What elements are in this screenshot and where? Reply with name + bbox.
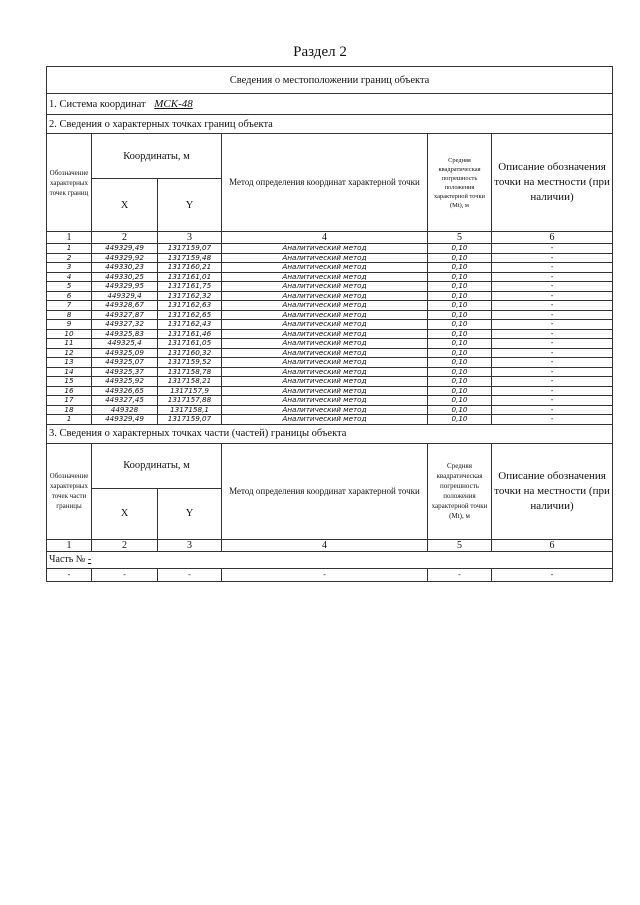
table-cell: -: [492, 396, 613, 406]
column-number: 5: [428, 232, 492, 244]
table-row: [47, 339, 613, 349]
parts-col-y-header: Y: [158, 488, 222, 539]
table-cell: -: [492, 263, 613, 273]
table-cell: 0,10: [428, 244, 492, 254]
table-title: Сведения о местоположении границ объекта: [47, 67, 613, 94]
table-cell: 1317162,43: [158, 320, 222, 330]
table-cell: 4: [47, 272, 92, 282]
table-row: [47, 396, 613, 406]
table-cell: 0,10: [428, 282, 492, 292]
table-cell: 7: [47, 301, 92, 311]
table-cell: 449327,45: [92, 396, 158, 406]
table-cell: Аналитический метод: [222, 244, 428, 254]
table-cell: -: [47, 568, 92, 581]
table-cell: 16: [47, 386, 92, 396]
parts-col-method-header: Метод определения координат характерной точки: [222, 443, 428, 539]
parts-col-error-header: Средняя квадратическая погрешность положения характерной точки (Mt), м: [428, 443, 492, 539]
col-designation-header: Обозначение характерных точек границ: [47, 134, 92, 232]
table-row: [47, 329, 613, 339]
table-cell: -: [92, 568, 158, 581]
table-cell: 449325,07: [92, 358, 158, 368]
table-cell: 1317162,32: [158, 291, 222, 301]
table-cell: -: [492, 272, 613, 282]
table-cell: 1317158,1: [158, 405, 222, 415]
col-method-header: Метод определения координат характерной точки: [222, 134, 428, 232]
table-cell: Аналитический метод: [222, 396, 428, 406]
table-cell: 1317161,46: [158, 329, 222, 339]
table-row: [47, 301, 613, 311]
table-cell: 0,10: [428, 358, 492, 368]
parts-column-numbers-row: [47, 539, 613, 551]
table-cell: -: [492, 358, 613, 368]
table-cell: 449325,4: [92, 339, 158, 349]
coord-system-row: [47, 94, 613, 115]
table-cell: Аналитический метод: [222, 339, 428, 349]
table-cell: Аналитический метод: [222, 253, 428, 263]
table-cell: -: [492, 291, 613, 301]
table-cell: 0,10: [428, 263, 492, 273]
column-number: 6: [492, 539, 613, 551]
table-cell: -: [492, 568, 613, 581]
table-cell: -: [492, 386, 613, 396]
table-cell: 18: [47, 405, 92, 415]
parts-col-coords-header: Координаты, м: [92, 443, 222, 488]
table-cell: 15: [47, 377, 92, 387]
part-label: Часть №: [49, 554, 86, 565]
table-cell: 0,10: [428, 396, 492, 406]
column-numbers-row: [47, 232, 613, 244]
col-error-header: Средняя квадратическая погрешность положения характерной точки (Mt), м: [428, 134, 492, 232]
table-cell: 8: [47, 310, 92, 320]
table-cell: 1317162,65: [158, 310, 222, 320]
table-cell: 5: [47, 282, 92, 292]
table-cell: 1: [47, 415, 92, 425]
table-cell: 449329,49: [92, 415, 158, 425]
table-cell: -: [492, 339, 613, 349]
table-cell: 0,10: [428, 367, 492, 377]
table-cell: 449325,92: [92, 377, 158, 387]
table-cell: 1317160,21: [158, 263, 222, 273]
table-cell: Аналитический метод: [222, 310, 428, 320]
table-cell: 1317158,21: [158, 377, 222, 387]
column-number: 5: [428, 539, 492, 551]
section-title: Раздел 2: [293, 44, 347, 60]
table-cell: -: [492, 367, 613, 377]
table-cell: -: [492, 415, 613, 425]
table-cell: 1317159,48: [158, 253, 222, 263]
part-value: -: [87, 554, 92, 565]
table-cell: -: [222, 568, 428, 581]
table-cell: 1317157,88: [158, 396, 222, 406]
col-x-header: X: [92, 179, 158, 232]
column-number: 2: [92, 232, 158, 244]
table-cell: -: [492, 301, 613, 311]
table-cell: Аналитический метод: [222, 301, 428, 311]
table-cell: -: [492, 329, 613, 339]
table-cell: 11: [47, 339, 92, 349]
col-desc-header: Описание обозначения точки на местности (при наличии): [492, 134, 613, 232]
table-cell: 6: [47, 291, 92, 301]
table-cell: 0,10: [428, 291, 492, 301]
table-cell: 1317161,75: [158, 282, 222, 292]
table-cell: 1317160,32: [158, 348, 222, 358]
table-row: [47, 405, 613, 415]
table-cell: 0,10: [428, 329, 492, 339]
table-row: [47, 291, 613, 301]
table-cell: 9: [47, 320, 92, 330]
table-cell: -: [492, 377, 613, 387]
table-cell: Аналитический метод: [222, 348, 428, 358]
table-row: [47, 358, 613, 368]
table-cell: Аналитический метод: [222, 291, 428, 301]
table-row: [47, 263, 613, 273]
table-row: [47, 310, 613, 320]
column-number: 4: [222, 232, 428, 244]
parts-col-x-header: X: [92, 488, 158, 539]
table-cell: Аналитический метод: [222, 386, 428, 396]
table-cell: 1317158,78: [158, 367, 222, 377]
table-row: [47, 244, 613, 254]
points-rows: [47, 244, 613, 425]
col-y-header: Y: [158, 179, 222, 232]
table-cell: 0,10: [428, 272, 492, 282]
table-cell: 0,10: [428, 310, 492, 320]
table-row: [47, 367, 613, 377]
column-number: 3: [158, 232, 222, 244]
table-cell: 0,10: [428, 386, 492, 396]
table-cell: 449328: [92, 405, 158, 415]
table-cell: 13: [47, 358, 92, 368]
table-cell: 449328,67: [92, 301, 158, 311]
table-cell: 449326,65: [92, 386, 158, 396]
table-cell: Аналитический метод: [222, 405, 428, 415]
table-cell: 0,10: [428, 320, 492, 330]
table-cell: Аналитический метод: [222, 263, 428, 273]
table-cell: 1317162,63: [158, 301, 222, 311]
table-cell: 449329,92: [92, 253, 158, 263]
table-cell: Аналитический метод: [222, 377, 428, 387]
table-cell: 449327,87: [92, 310, 158, 320]
table-cell: -: [492, 253, 613, 263]
table-cell: -: [492, 282, 613, 292]
table-cell: 449329,95: [92, 282, 158, 292]
table-cell: -: [492, 244, 613, 254]
table-cell: 0,10: [428, 301, 492, 311]
table-cell: 449325,83: [92, 329, 158, 339]
table-cell: -: [428, 568, 492, 581]
table-cell: Аналитический метод: [222, 320, 428, 330]
part-number-row: [47, 551, 613, 568]
table-cell: 17: [47, 396, 92, 406]
table-cell: 3: [47, 263, 92, 273]
table-cell: 1: [47, 244, 92, 254]
table-cell: Аналитический метод: [222, 415, 428, 425]
table-cell: 2: [47, 253, 92, 263]
table-cell: 449327,32: [92, 320, 158, 330]
table-cell: 1317159,52: [158, 358, 222, 368]
table-cell: -: [158, 568, 222, 581]
table-row: [47, 272, 613, 282]
table-cell: 449329,49: [92, 244, 158, 254]
table-cell: 449325,37: [92, 367, 158, 377]
column-number: 1: [47, 232, 92, 244]
parts-section-heading: 3. Сведения о характерных точках части (частей) границы объекта: [47, 424, 613, 443]
table-cell: 1317161,01: [158, 272, 222, 282]
table-cell: 0,10: [428, 339, 492, 349]
table-cell: 0,10: [428, 415, 492, 425]
table-cell: 10: [47, 329, 92, 339]
table-row: [47, 282, 613, 292]
parts-col-desc-header: Описание обозначения точки на местности (при наличии): [492, 443, 613, 539]
points-section-heading: 2. Сведения о характерных точках границ объекта: [47, 115, 613, 134]
table-cell: 14: [47, 367, 92, 377]
table-cell: 0,10: [428, 377, 492, 387]
table-cell: 0,10: [428, 348, 492, 358]
table-cell: -: [492, 320, 613, 330]
table-cell: Аналитический метод: [222, 329, 428, 339]
table-cell: 12: [47, 348, 92, 358]
table-cell: 1317159,07: [158, 244, 222, 254]
table-cell: 1317161,05: [158, 339, 222, 349]
column-number: 4: [222, 539, 428, 551]
table-row: [47, 415, 613, 425]
table-cell: 449325,09: [92, 348, 158, 358]
coord-system-value: МСК-48: [154, 98, 193, 110]
table-row: [47, 377, 613, 387]
table-row: [47, 320, 613, 330]
column-number: 1: [47, 539, 92, 551]
parts-col-designation-header: Обозначение характерных точек части границы: [47, 443, 92, 539]
table-cell: 0,10: [428, 253, 492, 263]
boundary-table: [46, 66, 613, 582]
table-cell: Аналитический метод: [222, 367, 428, 377]
col-coords-header: Координаты, м: [92, 134, 222, 179]
table-cell: 449329,4: [92, 291, 158, 301]
coord-system-label: 1. Система координат: [49, 99, 146, 110]
table-cell: 449330,23: [92, 263, 158, 273]
table-cell: Аналитический метод: [222, 272, 428, 282]
table-cell: Аналитический метод: [222, 358, 428, 368]
column-number: 3: [158, 539, 222, 551]
parts-empty-row: [47, 568, 613, 581]
table-cell: -: [492, 310, 613, 320]
table-cell: Аналитический метод: [222, 282, 428, 292]
table-row: [47, 348, 613, 358]
table-cell: 1317159,07: [158, 415, 222, 425]
table-cell: 1317157,9: [158, 386, 222, 396]
column-number: 6: [492, 232, 613, 244]
table-cell: -: [492, 405, 613, 415]
column-number: 2: [92, 539, 158, 551]
table-row: [47, 253, 613, 263]
table-row: [47, 386, 613, 396]
table-cell: 0,10: [428, 405, 492, 415]
table-cell: 449330,25: [92, 272, 158, 282]
table-cell: -: [492, 348, 613, 358]
